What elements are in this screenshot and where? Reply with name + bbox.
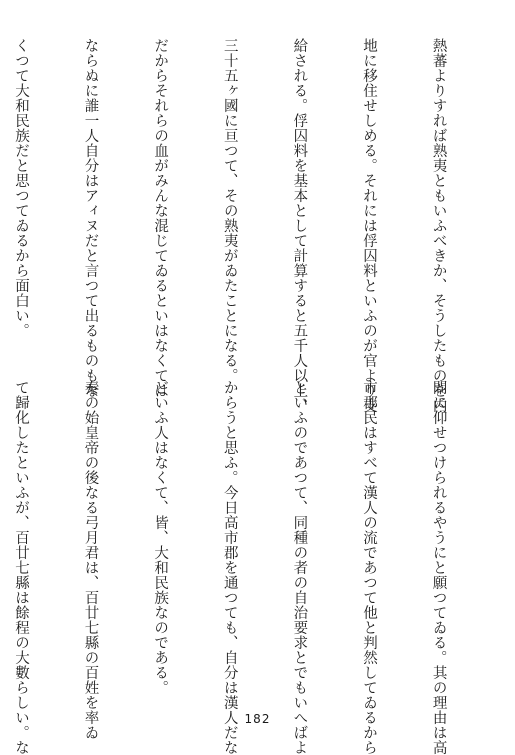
text-column: 秦の始皇帝の後なる弓月君は、百廿七縣の百姓を率ゐ bbox=[82, 380, 99, 740]
text-column: 間に仰せつけられるやうにと願つてゐる。其の理由は高 bbox=[430, 380, 447, 755]
text-column: 市郡民はすべて漢人の流であつて他と判然してゐるから bbox=[360, 380, 377, 755]
text-column: からうと思ふ。今日高市郡を通つても、自分は漢人だな bbox=[221, 380, 238, 755]
upper-text-block bbox=[0, 38, 496, 413]
text-column: 地に移住せしめる。それには俘囚料といふのが官より支 bbox=[360, 38, 377, 413]
text-column: て歸化したといふが、百廿七縣は餘程の大數らしい。な bbox=[12, 380, 29, 755]
text-column: 給される。俘囚料を基本として計算すると五千人以上、 bbox=[291, 38, 308, 413]
text-column: ならぬに誰一人自分はアィヌだと言つて出るものもな bbox=[82, 38, 99, 398]
page-number: 182 bbox=[244, 712, 271, 726]
text-column: 三十五ヶ國に亘つて、その熟夷がゐたことになる。 bbox=[221, 38, 238, 383]
text-column: くつて大和民族だと思つてゐるから面白い。 bbox=[12, 38, 29, 338]
text-column: といふのであつて、同種の者の自治要求とでもいへばよ bbox=[291, 380, 308, 755]
text-column: どいふ人はなくて、皆、大和民族なのである。 bbox=[152, 380, 169, 695]
text-column: 熱蕃よりすれば熟夷ともいふべきか、そうしたものを内 bbox=[430, 38, 447, 413]
text-column: だからそれらの血がみんな混じてゐるといはなくては bbox=[152, 38, 169, 398]
